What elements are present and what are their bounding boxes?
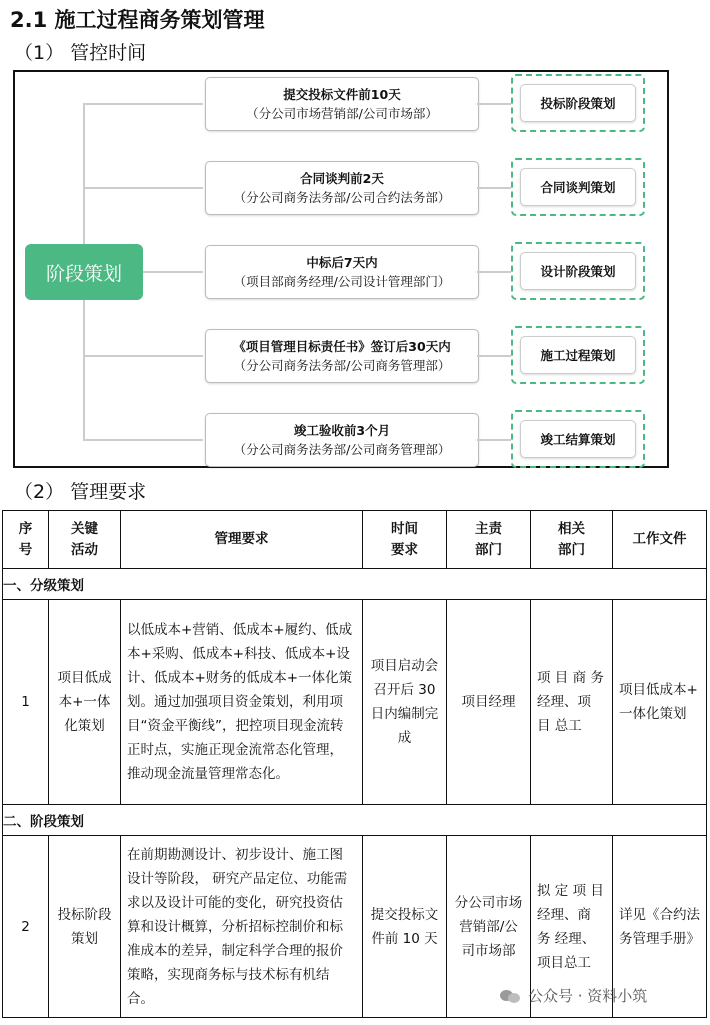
timing-dept: （项目部商务经理/公司设计管理部门） — [233, 274, 451, 289]
root-node: 阶段策划 — [25, 244, 143, 300]
cell-requirement: 以低成本+营销、低成本+履约、低成本+采购、低成本+科技、低成本+设计、低成本+财务的低成本+一体化策划。通过加强项目资金策划，利用项目“资金平衡线”，把控项目现金流转正时点，实施正现金流常态化管理，推动现金流量管理常态化。 — [121, 600, 363, 805]
subheading-control-time: （1） 管控时间 — [14, 42, 147, 64]
cell-no: 2 — [3, 836, 49, 1018]
header-time: 时间 要求 — [363, 511, 447, 569]
timing-node — [205, 245, 479, 299]
stage-node — [511, 74, 645, 132]
timing-dept: （分公司商务法务部/公司合约法务部） — [233, 190, 451, 205]
link-line — [477, 103, 511, 105]
table-row — [3, 600, 707, 805]
section-title: 2.1 施工过程商务策划管理 — [10, 8, 265, 32]
watermark — [500, 985, 647, 1006]
header-main-dept: 主责 部门 — [447, 511, 531, 569]
branch-line — [83, 355, 203, 357]
branch-line — [83, 103, 203, 105]
timing-node — [205, 77, 479, 131]
link-line — [477, 439, 511, 441]
subheading-management-requirements: （2） 管理要求 — [14, 481, 147, 503]
timing-node — [205, 161, 479, 215]
header-related-dept: 相关 部门 — [531, 511, 613, 569]
branch-line — [83, 187, 203, 189]
timing-title: 《项目管理目标责任书》签订后30天内 — [233, 339, 451, 354]
table-section-row — [3, 569, 707, 600]
link-line — [477, 187, 511, 189]
wechat-icon — [500, 988, 522, 1004]
timing-node — [205, 413, 479, 467]
stage-label: 合同谈判策划 — [520, 168, 636, 206]
section-label: 一、分级策划 — [3, 569, 707, 600]
timing-title: 竣工验收前3个月 — [293, 423, 391, 438]
stage-node — [511, 410, 645, 468]
timing-dept: （分公司商务法务部/公司商务管理部） — [233, 442, 451, 457]
cell-requirement: 在前期勘测设计、初步设计、施工图设计等阶段， 研究产品定位、功能需求以及设计可能的变化，研究投资估算和设计概算，分析招标控制价和标准成本的差异，制定科学合理的报价策略，实现商务标与技术标有机结合。 — [121, 836, 363, 1018]
cell-main-dept: 分公司市场营销部/公司市场部 — [447, 836, 531, 1018]
header-requirement: 管理要求 — [121, 511, 363, 569]
cell-time: 项目启动会召开后 30 日内编制完成 — [363, 600, 447, 805]
timing-title: 中标后7天内 — [306, 255, 378, 270]
stage-node — [511, 326, 645, 384]
requirements-table — [2, 510, 707, 1018]
table-header-row — [3, 511, 707, 569]
header-work-doc: 工作文件 — [613, 511, 707, 569]
stage-node — [511, 158, 645, 216]
timing-title: 提交投标文件前10天 — [283, 87, 401, 102]
stage-node — [511, 242, 645, 300]
timing-title: 合同谈判前2天 — [300, 171, 384, 186]
cell-time: 提交投标文件前 10 天 — [363, 836, 447, 1018]
timing-dept: （分公司市场营销部/公司市场部） — [246, 106, 438, 121]
stage-label: 投标阶段策划 — [520, 84, 636, 122]
cell-main-dept: 项目经理 — [447, 600, 531, 805]
cell-work-doc: 详见《合约法务管理手册》 — [613, 836, 707, 1018]
stage-planning-diagram — [13, 70, 669, 468]
timing-dept: （分公司商务法务部/公司商务管理部） — [233, 358, 451, 373]
timing-node — [205, 329, 479, 383]
cell-no: 1 — [3, 600, 49, 805]
cell-activity: 投标阶段策划 — [49, 836, 121, 1018]
cell-related-dept: 项 目 商 务经理、项 目 总工 — [531, 600, 613, 805]
cell-work-doc: 项目低成本+ 一体化策划 — [613, 600, 707, 805]
cell-activity: 项目低成本+一体化策划 — [49, 600, 121, 805]
branch-line — [83, 439, 203, 441]
section-label: 二、阶段策划 — [3, 805, 707, 836]
stage-label: 竣工结算策划 — [520, 420, 636, 458]
header-no: 序 号 — [3, 511, 49, 569]
link-line — [477, 355, 511, 357]
stage-label: 设计阶段策划 — [520, 252, 636, 290]
link-line — [477, 271, 511, 273]
watermark-text: 公众号 · 资料小筑 — [528, 987, 648, 1005]
table-section-row — [3, 805, 707, 836]
cell-related-dept: 拟 定 项 目经理、商 务 经理、项目总工 — [531, 836, 613, 1018]
header-activity: 关键 活动 — [49, 511, 121, 569]
stage-label: 施工过程策划 — [520, 336, 636, 374]
